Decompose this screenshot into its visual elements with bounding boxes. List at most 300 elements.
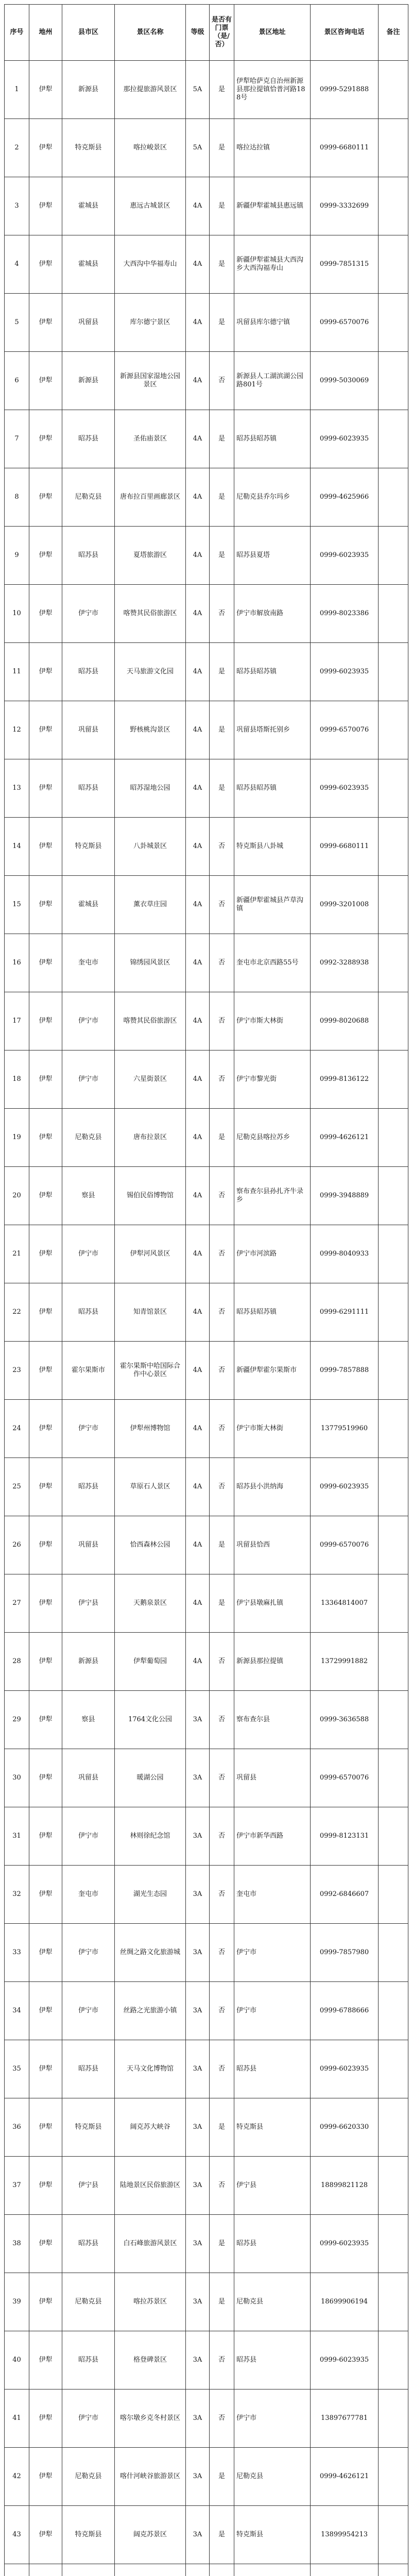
cell-address: 巩留县	[234, 1749, 311, 1807]
cell-ticket: 否	[210, 1050, 234, 1109]
cell-remark	[379, 934, 408, 992]
cell-county: 霍尔果斯市	[62, 1342, 115, 1400]
header-prefecture: 地州	[29, 5, 62, 61]
cell-address: 新源县那拉提镇	[234, 1633, 311, 1691]
table-row	[5, 1167, 408, 1225]
table-row	[5, 468, 408, 527]
cell-index: 19	[5, 1109, 29, 1167]
header-ticket: 是否有门票（是/否）	[210, 5, 234, 61]
cell-phone: 0999-6620330	[311, 2098, 379, 2157]
table-row	[5, 2098, 408, 2157]
cell-index: 28	[5, 1633, 29, 1691]
cell-county: 尼勒克县	[62, 2273, 115, 2331]
cell-prefecture: 伊犁	[29, 410, 62, 468]
cell-index: 36	[5, 2098, 29, 2157]
cell-grade: 4A	[186, 992, 210, 1050]
cell-county: 特克斯县	[62, 119, 115, 177]
cell-grade: 3A	[186, 1749, 210, 1807]
table-row	[5, 1050, 408, 1109]
cell-spot-name: 喀尔墩乡克冬村景区	[115, 2389, 186, 2448]
cell-address: 巩留县恰西	[234, 1516, 311, 1574]
cell-phone: 0999-6570076	[311, 1516, 379, 1574]
cell-grade: 4A	[186, 1167, 210, 1225]
cell-prefecture: 伊犁	[29, 1924, 62, 1982]
cell-address: 伊宁市解放南路	[234, 585, 311, 643]
cell-phone: 0999-3636588	[311, 1691, 379, 1749]
cell-phone: 0999-6680111	[311, 119, 379, 177]
table-row	[5, 61, 408, 119]
cell-ticket: 否	[210, 1458, 234, 1516]
cell-prefecture: 伊犁	[29, 1458, 62, 1516]
cell-spot-name: 唐布拉百里画廊景区	[115, 468, 186, 527]
cell-spot-name: 伊犁州博物馆	[115, 1400, 186, 1458]
cell-grade: 3A	[186, 2040, 210, 2098]
cell-county: 伊宁市	[62, 1982, 115, 2040]
table-row	[5, 1283, 408, 1342]
table-row	[5, 119, 408, 177]
cell-remark	[379, 1283, 408, 1342]
cell-prefecture: 伊犁	[29, 585, 62, 643]
cell-grade: 3A	[186, 1807, 210, 1866]
cell-remark	[379, 818, 408, 876]
cell-prefecture: 伊犁	[29, 876, 62, 934]
cell-prefecture: 伊犁	[29, 1574, 62, 1633]
cell-address: 伊犁哈萨克自治州新源县那拉提镇恰普河路188号	[234, 61, 311, 119]
cell-remark	[379, 61, 408, 119]
cell-ticket: 是	[210, 2448, 234, 2506]
header-address: 景区地址	[234, 5, 311, 61]
cell-grade	[186, 2564, 210, 2576]
cell-remark	[379, 2040, 408, 2098]
cell-prefecture: 伊犁	[29, 61, 62, 119]
cell-remark	[379, 2331, 408, 2389]
cell-remark	[379, 585, 408, 643]
cell-county: 昭苏县	[62, 2331, 115, 2389]
cell-ticket	[210, 2564, 234, 2576]
cell-address: 察布查尔县	[234, 1691, 311, 1749]
cell-phone: 0999-6023935	[311, 527, 379, 585]
cell-index: 25	[5, 1458, 29, 1516]
cell-address: 昭苏县	[234, 2215, 311, 2273]
cell-ticket: 否	[210, 1283, 234, 1342]
cell-spot-name: 野核桃沟景区	[115, 701, 186, 759]
cell-grade: 4A	[186, 352, 210, 410]
cell-grade: 4A	[186, 410, 210, 468]
cell-ticket: 是	[210, 1516, 234, 1574]
cell-county: 昭苏县	[62, 1458, 115, 1516]
table-row	[5, 2273, 408, 2331]
cell-spot-name: 知青馆景区	[115, 1283, 186, 1342]
header-grade: 等级	[186, 5, 210, 61]
cell-address: 新疆伊犁霍城县大西沟乡大西沟福寿山	[234, 235, 311, 294]
cell-remark	[379, 643, 408, 701]
cell-index: 21	[5, 1225, 29, 1283]
cell-county: 伊宁市	[62, 1807, 115, 1866]
cell-remark	[379, 759, 408, 818]
cell-remark	[379, 119, 408, 177]
cell-prefecture: 伊犁	[29, 2098, 62, 2157]
cell-prefecture: 伊犁	[29, 2389, 62, 2448]
cell-remark	[379, 527, 408, 585]
cell-ticket: 是	[210, 1109, 234, 1167]
cell-phone: 0999-3948889	[311, 1167, 379, 1225]
cell-address	[234, 2564, 311, 2576]
cell-remark	[379, 2215, 408, 2273]
cell-spot-name	[115, 2564, 186, 2576]
cell-phone: 0992-6846607	[311, 1866, 379, 1924]
cell-phone: 0999-8040933	[311, 1225, 379, 1283]
cell-address: 尼勒克县	[234, 2448, 311, 2506]
cell-prefecture: 伊犁	[29, 352, 62, 410]
cell-spot-name: 唐布拉景区	[115, 1109, 186, 1167]
cell-ticket: 否	[210, 1400, 234, 1458]
cell-spot-name: 白石峰旅游风景区	[115, 2215, 186, 2273]
cell-prefecture: 伊犁	[29, 818, 62, 876]
cell-remark	[379, 1225, 408, 1283]
table-row	[5, 643, 408, 701]
cell-county: 新源县	[62, 61, 115, 119]
table-row	[5, 2506, 408, 2564]
scenic-spots-table	[4, 4, 408, 2576]
table-row	[5, 701, 408, 759]
cell-prefecture: 伊犁	[29, 1633, 62, 1691]
cell-prefecture: 伊犁	[29, 1749, 62, 1807]
cell-phone: 0999-3201008	[311, 876, 379, 934]
cell-index: 12	[5, 701, 29, 759]
cell-grade: 3A	[186, 2331, 210, 2389]
table-row	[5, 294, 408, 352]
cell-grade: 4A	[186, 527, 210, 585]
cell-county: 伊宁市	[62, 1225, 115, 1283]
cell-phone: 13897677781	[311, 2389, 379, 2448]
cell-address: 巩留县塔斯托别乡	[234, 701, 311, 759]
cell-phone: 0999-6023935	[311, 1458, 379, 1516]
cell-index	[5, 2564, 29, 2576]
table-row	[5, 1574, 408, 1633]
cell-spot-name: 草原石人景区	[115, 1458, 186, 1516]
cell-ticket: 是	[210, 235, 234, 294]
cell-prefecture: 伊犁	[29, 2506, 62, 2564]
cell-index: 20	[5, 1167, 29, 1225]
cell-index: 9	[5, 527, 29, 585]
cell-county: 伊宁县	[62, 1574, 115, 1633]
cell-prefecture: 伊犁	[29, 1109, 62, 1167]
cell-remark	[379, 410, 408, 468]
cell-prefecture: 伊犁	[29, 1283, 62, 1342]
cell-county: 特克斯县	[62, 2506, 115, 2564]
cell-prefecture: 伊犁	[29, 643, 62, 701]
cell-grade: 4A	[186, 468, 210, 527]
cell-phone: 0999-6570076	[311, 294, 379, 352]
cell-prefecture: 伊犁	[29, 1866, 62, 1924]
cell-spot-name: 1764文化公园	[115, 1691, 186, 1749]
cell-spot-name: 圣佑庙景区	[115, 410, 186, 468]
cell-grade: 4A	[186, 818, 210, 876]
cell-grade: 4A	[186, 177, 210, 235]
cell-phone: 0999-4626121	[311, 2448, 379, 2506]
cell-remark	[379, 1749, 408, 1807]
cell-grade: 4A	[186, 585, 210, 643]
header-spot-name: 景区名称	[115, 5, 186, 61]
cell-address: 喀拉达拉镇	[234, 119, 311, 177]
cell-grade: 3A	[186, 2215, 210, 2273]
cell-address: 察布查尔县孙扎齐牛录乡	[234, 1167, 311, 1225]
table-row	[5, 2040, 408, 2098]
cell-phone: 13729991882	[311, 1633, 379, 1691]
cell-grade: 4A	[186, 1633, 210, 1691]
cell-index: 16	[5, 934, 29, 992]
cell-phone: 0999-8123131	[311, 1807, 379, 1866]
cell-ticket: 是	[210, 643, 234, 701]
cell-index: 24	[5, 1400, 29, 1458]
cell-phone: 0999-6023935	[311, 2331, 379, 2389]
cell-ticket: 否	[210, 1982, 234, 2040]
cell-remark	[379, 1109, 408, 1167]
cell-grade: 4A	[186, 701, 210, 759]
cell-grade: 3A	[186, 2389, 210, 2448]
table-row	[5, 2215, 408, 2273]
cell-ticket: 否	[210, 352, 234, 410]
cell-index: 22	[5, 1283, 29, 1342]
cell-prefecture: 伊犁	[29, 1807, 62, 1866]
cell-ticket: 否	[210, 2389, 234, 2448]
table-row	[5, 2157, 408, 2215]
cell-ticket: 否	[210, 2040, 234, 2098]
cell-spot-name: 天马文化博物馆	[115, 2040, 186, 2098]
cell-remark	[379, 1458, 408, 1516]
table-row	[5, 1924, 408, 1982]
cell-ticket: 否	[210, 818, 234, 876]
cell-county: 昭苏县	[62, 2040, 115, 2098]
table-row	[5, 235, 408, 294]
cell-county: 新源县	[62, 1633, 115, 1691]
cell-phone: 0999-6570076	[311, 1749, 379, 1807]
cell-spot-name: 伊犁河风景区	[115, 1225, 186, 1283]
cell-grade: 4A	[186, 1516, 210, 1574]
cell-address: 伊宁市新华西路	[234, 1807, 311, 1866]
cell-phone: 0999-8023386	[311, 585, 379, 643]
cell-remark	[379, 1342, 408, 1400]
cell-phone: 18899821128	[311, 2157, 379, 2215]
cell-phone: 0999-6788666	[311, 1982, 379, 2040]
cell-spot-name: 阔克苏景区	[115, 2506, 186, 2564]
cell-spot-name: 喀拉苏景区	[115, 2273, 186, 2331]
cell-county: 昭苏县	[62, 643, 115, 701]
cell-ticket: 是	[210, 61, 234, 119]
cell-county: 昭苏县	[62, 1283, 115, 1342]
cell-index: 38	[5, 2215, 29, 2273]
cell-address: 伊宁县	[234, 2157, 311, 2215]
cell-county: 伊宁市	[62, 585, 115, 643]
cell-remark	[379, 876, 408, 934]
cell-prefecture: 伊犁	[29, 1516, 62, 1574]
cell-grade: 4A	[186, 1050, 210, 1109]
cell-grade: 3A	[186, 2448, 210, 2506]
cell-ticket: 是	[210, 119, 234, 177]
cell-ticket: 否	[210, 992, 234, 1050]
cell-grade: 3A	[186, 2273, 210, 2331]
cell-phone	[311, 2564, 379, 2576]
cell-spot-name: 锦绣园风景区	[115, 934, 186, 992]
cell-index: 2	[5, 119, 29, 177]
cell-prefecture: 伊犁	[29, 177, 62, 235]
cell-ticket: 否	[210, 2331, 234, 2389]
cell-address: 新疆伊犁霍城县芦草沟镇	[234, 876, 311, 934]
cell-ticket: 否	[210, 1924, 234, 1982]
cell-prefecture	[29, 2564, 62, 2576]
header-index: 序号	[5, 5, 29, 61]
cell-county: 奎屯市	[62, 1866, 115, 1924]
cell-grade: 4A	[186, 294, 210, 352]
cell-remark	[379, 2098, 408, 2157]
cell-spot-name: 林则徐纪念馆	[115, 1807, 186, 1866]
cell-spot-name: 惠远古城景区	[115, 177, 186, 235]
cell-county: 霍城县	[62, 876, 115, 934]
cell-grade: 4A	[186, 1283, 210, 1342]
cell-county: 尼勒克县	[62, 2448, 115, 2506]
cell-county: 尼勒克县	[62, 468, 115, 527]
cell-remark	[379, 1400, 408, 1458]
cell-ticket: 否	[210, 1342, 234, 1400]
cell-phone: 0999-5030069	[311, 352, 379, 410]
table-row	[5, 934, 408, 992]
cell-address: 伊宁市黎光街	[234, 1050, 311, 1109]
cell-index: 33	[5, 1924, 29, 1982]
table-row	[5, 2448, 408, 2506]
cell-remark	[379, 1050, 408, 1109]
cell-phone: 0999-6023935	[311, 643, 379, 701]
table-row	[5, 1458, 408, 1516]
cell-ticket: 是	[210, 527, 234, 585]
cell-ticket: 是	[210, 2215, 234, 2273]
cell-county: 伊宁市	[62, 1924, 115, 1982]
cell-index: 10	[5, 585, 29, 643]
cell-spot-name: 库尔德宁景区	[115, 294, 186, 352]
cell-spot-name: 夏塔旅游区	[115, 527, 186, 585]
cell-index: 40	[5, 2331, 29, 2389]
cell-phone: 0999-4626121	[311, 1109, 379, 1167]
cell-grade: 3A	[186, 2098, 210, 2157]
cell-phone: 0999-5291888	[311, 61, 379, 119]
cell-remark	[379, 1167, 408, 1225]
cell-spot-name: 天鹅泉景区	[115, 1574, 186, 1633]
cell-prefecture: 伊犁	[29, 468, 62, 527]
cell-county: 巩留县	[62, 294, 115, 352]
header-remark: 备注	[379, 5, 408, 61]
cell-county: 伊宁县	[62, 2157, 115, 2215]
cell-ticket: 是	[210, 2273, 234, 2331]
cell-phone: 0999-6023935	[311, 2040, 379, 2098]
header-phone: 景区咨询电话	[311, 5, 379, 61]
cell-prefecture: 伊犁	[29, 2215, 62, 2273]
cell-spot-name: 大西沟中华福寿山	[115, 235, 186, 294]
cell-remark	[379, 1691, 408, 1749]
cell-spot-name: 昭苏湿地公园	[115, 759, 186, 818]
cell-phone: 0999-7857980	[311, 1924, 379, 1982]
cell-phone: 13899954213	[311, 2506, 379, 2564]
cell-phone: 0999-7857888	[311, 1342, 379, 1400]
table-row	[5, 818, 408, 876]
cell-address: 奎屯市北京西路55号	[234, 934, 311, 992]
cell-grade: 3A	[186, 1866, 210, 1924]
cell-address: 昭苏县	[234, 2040, 311, 2098]
cell-county: 特克斯县	[62, 2098, 115, 2157]
cell-address: 昭苏县昭苏镇	[234, 759, 311, 818]
table-row	[5, 1866, 408, 1924]
cell-county: 察县	[62, 1691, 115, 1749]
cell-grade: 5A	[186, 119, 210, 177]
cell-spot-name: 恰西森林公园	[115, 1516, 186, 1574]
cell-index: 14	[5, 818, 29, 876]
cell-county: 尼勒克县	[62, 1109, 115, 1167]
cell-index: 41	[5, 2389, 29, 2448]
table-row	[5, 352, 408, 410]
cell-ticket: 是	[210, 177, 234, 235]
table-row	[5, 2389, 408, 2448]
cell-ticket: 是	[210, 1574, 234, 1633]
cell-ticket: 是	[210, 468, 234, 527]
table-header-row	[5, 5, 408, 61]
cell-index: 30	[5, 1749, 29, 1807]
cell-phone: 0999-6680111	[311, 818, 379, 876]
cell-county: 特克斯县	[62, 818, 115, 876]
cell-address: 昭苏县	[234, 2331, 311, 2389]
cell-ticket: 否	[210, 1167, 234, 1225]
cell-ticket: 是	[210, 759, 234, 818]
cell-index: 43	[5, 2506, 29, 2564]
cell-grade: 4A	[186, 1400, 210, 1458]
table-row	[5, 2564, 408, 2576]
cell-grade: 4A	[186, 1458, 210, 1516]
cell-index: 1	[5, 61, 29, 119]
cell-prefecture: 伊犁	[29, 2448, 62, 2506]
cell-remark	[379, 2448, 408, 2506]
cell-spot-name: 伊犁葡萄园	[115, 1633, 186, 1691]
cell-phone: 0999-7851315	[311, 235, 379, 294]
cell-index: 23	[5, 1342, 29, 1400]
cell-address: 伊宁市	[234, 1982, 311, 2040]
cell-county: 察县	[62, 1167, 115, 1225]
cell-address: 特克斯县	[234, 2506, 311, 2564]
table-row	[5, 1400, 408, 1458]
cell-address: 奎屯市	[234, 1866, 311, 1924]
cell-grade: 5A	[186, 61, 210, 119]
cell-index: 34	[5, 1982, 29, 2040]
cell-spot-name: 薰衣草庄园	[115, 876, 186, 934]
cell-spot-name: 那拉提旅游风景区	[115, 61, 186, 119]
cell-grade: 3A	[186, 2506, 210, 2564]
cell-remark	[379, 235, 408, 294]
cell-spot-name: 锡伯民俗博物馆	[115, 1167, 186, 1225]
cell-grade: 3A	[186, 1691, 210, 1749]
table-row	[5, 585, 408, 643]
cell-county: 奎屯市	[62, 934, 115, 992]
cell-index: 13	[5, 759, 29, 818]
cell-county: 昭苏县	[62, 2215, 115, 2273]
cell-prefecture: 伊犁	[29, 527, 62, 585]
cell-ticket: 是	[210, 2098, 234, 2157]
cell-county: 伊宁市	[62, 1400, 115, 1458]
cell-prefecture: 伊犁	[29, 759, 62, 818]
cell-address: 特克斯县八卦城	[234, 818, 311, 876]
cell-address: 伊宁市	[234, 1924, 311, 1982]
cell-prefecture: 伊犁	[29, 2331, 62, 2389]
cell-address: 尼勒克县	[234, 2273, 311, 2331]
cell-county: 伊宁市	[62, 992, 115, 1050]
cell-remark	[379, 468, 408, 527]
cell-index: 26	[5, 1516, 29, 1574]
table-row	[5, 1109, 408, 1167]
